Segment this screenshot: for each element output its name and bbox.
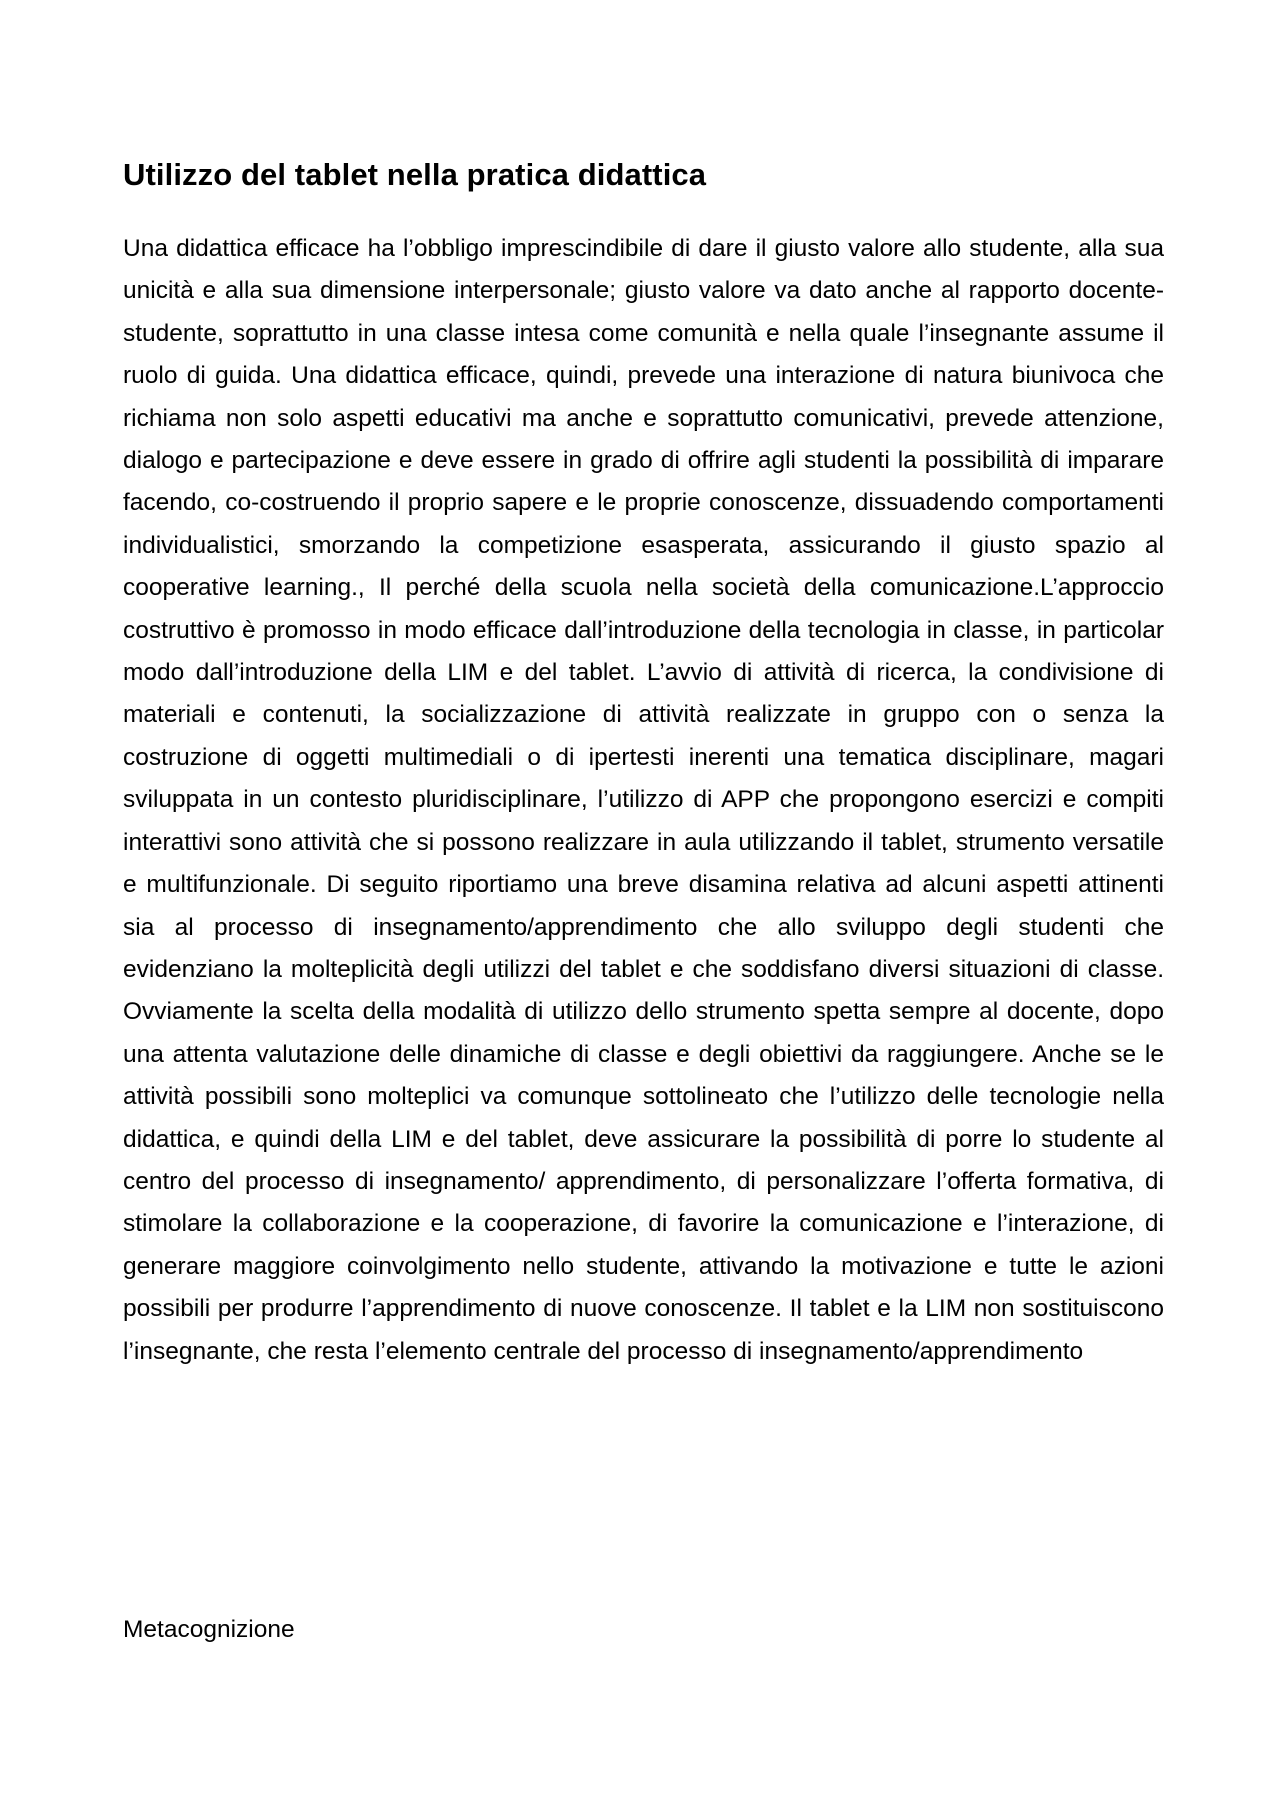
section-heading: Metacognizione <box>123 1616 295 1643</box>
document-title: Utilizzo del tablet nella pratica didattica <box>123 157 707 192</box>
body-paragraph: Una didattica efficace ha l’obbligo imprescindibile di dare il giusto valore allo studente, alla sua unicità e alla sua dimensione interpersonale; giusto valore va dato anche al rapporto docente-studente, soprattutto in una classe intesa come comunità e nella quale l’insegnante assume il ruolo di guida. Una didattica efficace, quindi, prevede una interazione di natura biunivoca che richiama non solo aspetti educativi ma anche e soprattutto comunicativi, prevede attenzione, dialogo e partecipazione e deve essere in grado di offrire agli studenti la possibilità di imparare facendo, co-costruendo il proprio sapere e le proprie conoscenze, dissuadendo comportamenti individualistici, smorzando la competizione esasperata, assicurando il giusto spazio al cooperative learning., Il perché della scuola nella società della comunicazione.L’approccio costruttivo è promosso in modo efficace dall’introduzione della tecnologia in classe, in particolar modo dall’introduzione della LIM e del tablet. L’avvio di attività di ricerca, la condivisione di materiali e contenuti, la socializzazione di attività realizzate in gruppo con o senza la costruzione di oggetti multimediali o di ipertesti inerenti una tematica disciplinare, magari sviluppata in un contesto pluridisciplinare, l’utilizzo di APP che propongono esercizi e compiti interattivi sono attività che si possono realizzare in aula utilizzando il tablet, strumento versatile e multifunzionale. Di seguito riportiamo una breve disamina relativa ad alcuni aspetti attinenti sia al processo di insegnamento/apprendimento che allo sviluppo degli studenti che evidenziano la molteplicità degli utilizzi del tablet e che soddisfano diversi situazioni di classe. Ovviamente la scelta della modalità di utilizzo dello strumento spetta sempre al docente, dopo una attenta valutazione delle dinamiche di classe e degli obiettivi da raggiungere. Anche se le attività possibili sono molteplici va comunque sottolineato che l’utilizzo delle tecnologie nella didattica, e quindi della LIM e del tablet, deve assicurare la possibilità di porre lo studente al centro del processo di insegnamento/ apprendimento, di personalizzare l’offerta formativa, di stimolare la collaborazione e la cooperazione, di favorire la comunicazione e l’interazione, di generare maggiore coinvolgimento nello studente, attivando la motivazione e tutte le azioni possibili per produrre l’apprendimento di nuove conoscenze. Il tablet e la LIM non sostituiscono l’insegnante, che resta l’elemento centrale del processo di insegnamento/apprendimento <box>123 235 1164 1365</box>
